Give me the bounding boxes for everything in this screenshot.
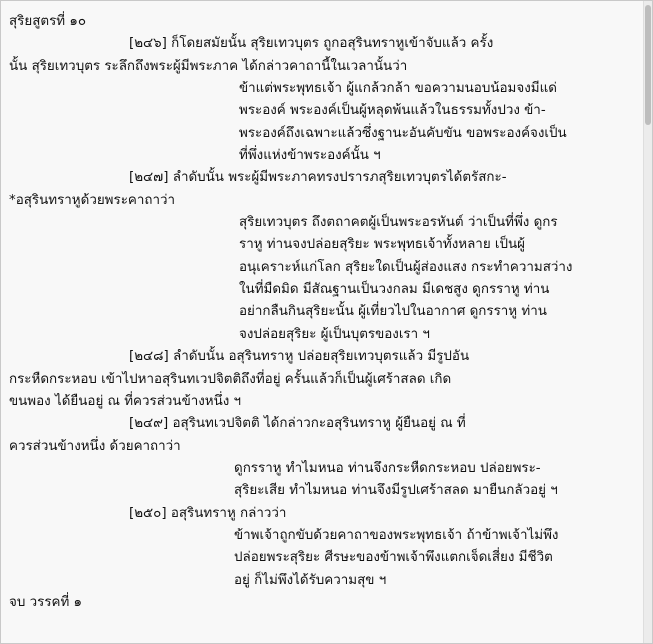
verse-line: จงปล่อยสุริยะ ผู้เป็นบุตรของเรา ฯ xyxy=(239,326,430,342)
text-line: *อสุรินทราหูด้วยพระคาถาว่า xyxy=(9,192,176,208)
text-line: ขนพอง ได้ยืนอยู่ ณ ที่ควรส่วนข้างหนึ่ง ฯ xyxy=(9,393,242,409)
text-line: ควรส่วนข้างหนึ่ง ด้วยคาถาว่า xyxy=(9,438,181,454)
verse-line: พระองค์ พระองค์เป็นผู้หลุดพ้นแล้วในธรรมทั้งปวง ข้า- xyxy=(239,103,546,119)
text-line: กระหืดกระหอบ เข้าไปหาอสุรินทเวปจิตติถึงที่อยู่ ครั้นแล้วก็เป็นผู้เศร้าสลด เกิด xyxy=(9,371,452,387)
document-body xyxy=(9,11,645,614)
verse-line: ที่พึ่งแห่งข้าพระองค์นั้น ฯ xyxy=(239,148,381,164)
verse-line: อยู่ ก็ไม่พึงได้รับความสุข ฯ xyxy=(234,572,387,588)
verse-line: ข้าพเจ้าถูกขับด้วยคาถาของพระพุทธเจ้า ถ้าข้าพเจ้าไม่พึง xyxy=(234,527,559,543)
text-line: [๒๔๘] ลำดับนั้น อสุรินทราหู ปล่อยสุริยเทวบุตรแล้ว มีรูปอัน xyxy=(129,349,470,365)
text-line: [๒๕๐] อสุรินทราหู กล่าวว่า xyxy=(129,505,287,521)
chapter-end: จบ วรรคที่ ๑ xyxy=(9,594,83,610)
verse-line: อนุเคราะห์แก่โลก สุริยะใดเป็นผู้ส่องแสง กระทำความสว่าง xyxy=(239,259,573,275)
verse-line: ในที่มืดมิด มีสัณฐานเป็นวงกลม มีเดชสูง ดูกรราหู ท่าน xyxy=(239,282,550,298)
verse-line: สุริยะเสีย ทำไมหนอ ท่านจึงมีรูปเศร้าสลด มายืนกลัวอยู่ ฯ xyxy=(234,483,558,499)
text-line: [๒๔๖] ก็โดยสมัยนั้น สุริยเทวบุตร ถูกอสุรินทราหูเข้าจับแล้ว ครั้ง xyxy=(129,36,494,52)
verse-line: อย่ากลืนกินสุริยะนั้น ผู้เที่ยวไปในอากาศ ดูกรราหู ท่าน xyxy=(239,304,547,320)
verse-line: ดูกรราหู ทำไมหนอ ท่านจึงกระหืดกระหอบ ปล่อยพระ- xyxy=(234,460,541,476)
text-line: [๒๔๗] ลำดับนั้น พระผู้มีพระภาคทรงปรารภสุริยเทวบุตรได้ตรัสกะ- xyxy=(129,170,507,186)
text-line: นั้น สุริยเทวบุตร ระลึกถึงพระผู้มีพระภาค ได้กล่าวคาถานี้ในเวลานั้นว่า xyxy=(9,58,408,74)
vertical-scrollbar[interactable] xyxy=(643,1,652,643)
verse-line: ข้าแต่พระพุทธเจ้า ผู้แกล้วกล้า ขอความนอบน้อมจงมีแด่ xyxy=(239,81,557,97)
text-line: [๒๔๙] อสุรินทเวปจิตติ ได้กล่าวกะอสุรินทราหู ผู้ยืนอยู่ ณ ที่ xyxy=(129,416,466,432)
verse-line: ราหู ท่านจงปล่อยสุริยะ พระพุทธเจ้าทั้งหลาย เป็นผู้ xyxy=(239,237,526,253)
scrollbar-thumb[interactable] xyxy=(645,5,651,125)
verse-line: ปล่อยพระสุริยะ ศีรษะของข้าพเจ้าพึงแตกเจ็ดเสี่ยง มีชีวิต xyxy=(234,550,553,566)
verse-line: สุริยเทวบุตร ถึงตถาคตผู้เป็นพระอรหันต์ ว่าเป็นที่พึ่ง ดูกร xyxy=(239,215,558,231)
sutta-title: สุริยสูตรที่ ๑๐ xyxy=(9,14,87,29)
verse-line: พระองค์ถึงเฉพาะแล้วซึ่งฐานะอันคับขัน ขอพระองค์จงเป็น xyxy=(239,125,567,141)
